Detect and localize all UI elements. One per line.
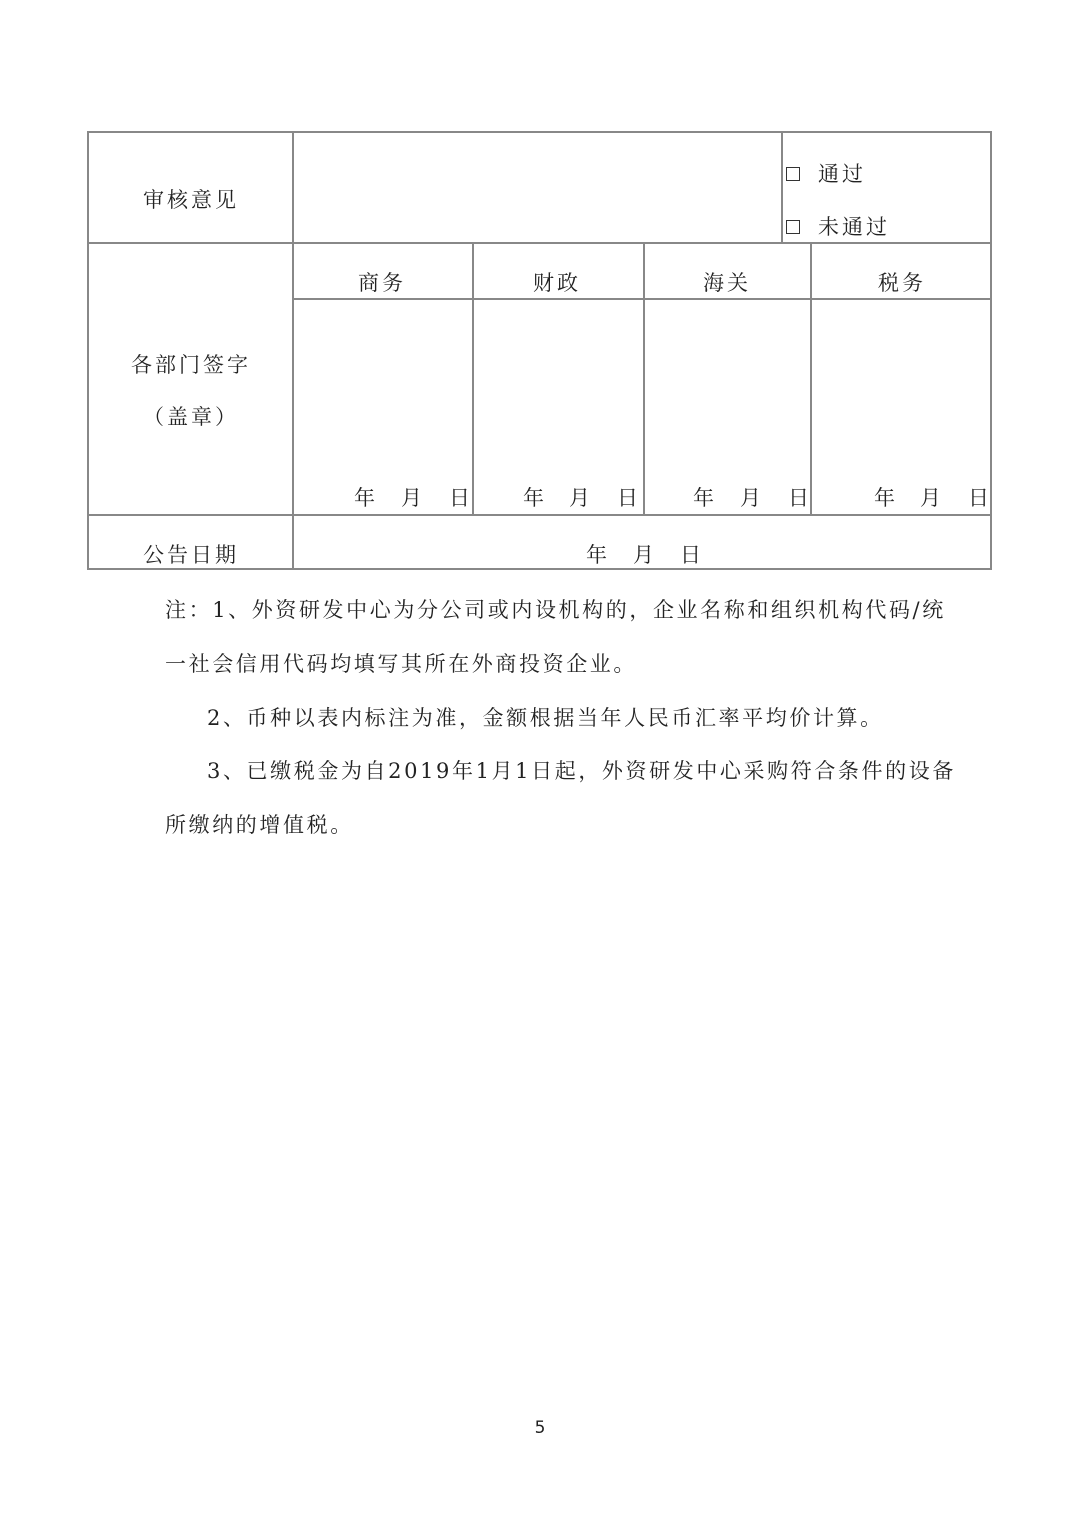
year-char: 年 bbox=[586, 543, 607, 567]
page-number: 5 bbox=[534, 1418, 546, 1438]
note-line-3: 2、币种以表内标注为准，金额根据当年人民币汇率平均价计算。 bbox=[207, 706, 884, 730]
dept-header-tax: 税务 bbox=[878, 271, 926, 295]
dept-header-commerce: 商务 bbox=[358, 271, 406, 295]
dept-divider-3 bbox=[810, 242, 812, 514]
month-char: 月 bbox=[633, 543, 654, 567]
year-char: 年 bbox=[523, 486, 544, 510]
label-column-divider bbox=[292, 133, 294, 568]
fail-option-label: 未通过 bbox=[818, 215, 890, 239]
signature-area-tax[interactable] bbox=[813, 301, 989, 486]
day-char: 日 bbox=[449, 486, 470, 510]
approval-form-table bbox=[87, 131, 992, 570]
dept-header-finance: 财政 bbox=[533, 271, 581, 295]
note-line-5: 所缴纳的增值税。 bbox=[165, 813, 354, 837]
dept-stamp-label: （盖章） bbox=[143, 405, 239, 429]
day-char: 日 bbox=[968, 486, 989, 510]
row-divider-2 bbox=[89, 514, 990, 516]
year-char: 年 bbox=[693, 486, 714, 510]
pass-option-label: 通过 bbox=[818, 162, 866, 186]
day-char: 日 bbox=[680, 543, 701, 567]
dept-header-divider bbox=[293, 298, 990, 300]
signature-area-finance[interactable] bbox=[475, 301, 642, 486]
row-divider-1 bbox=[89, 242, 990, 244]
dept-header-customs: 海关 bbox=[703, 271, 751, 295]
dept-signature-label: 各部门签字 bbox=[131, 353, 251, 377]
pass-checkbox[interactable] bbox=[786, 167, 800, 181]
review-opinion-field[interactable] bbox=[295, 135, 779, 240]
month-char: 月 bbox=[920, 486, 941, 510]
day-char: 日 bbox=[788, 486, 809, 510]
dept-divider-1 bbox=[472, 242, 474, 514]
month-char: 月 bbox=[740, 486, 761, 510]
year-char: 年 bbox=[874, 486, 895, 510]
review-label: 审核意见 bbox=[143, 188, 239, 212]
signature-area-customs[interactable] bbox=[646, 301, 809, 486]
note-line-4: 3、已缴税金为自2019年1月1日起，外资研发中心采购符合条件的设备 bbox=[207, 759, 956, 783]
note-line-2: 一社会信用代码均填写其所在外商投资企业。 bbox=[165, 652, 637, 676]
signature-area-commerce[interactable] bbox=[295, 301, 471, 486]
month-char: 月 bbox=[569, 486, 590, 510]
note-line-1: 注：1、外资研发中心为分公司或内设机构的，企业名称和组织机构代码/统 bbox=[165, 598, 946, 622]
day-char: 日 bbox=[617, 486, 638, 510]
year-char: 年 bbox=[354, 486, 375, 510]
fail-checkbox[interactable] bbox=[786, 220, 800, 234]
announcement-date-label: 公告日期 bbox=[143, 543, 239, 567]
dept-divider-2 bbox=[643, 242, 645, 514]
month-char: 月 bbox=[401, 486, 422, 510]
options-column-divider bbox=[781, 133, 783, 242]
